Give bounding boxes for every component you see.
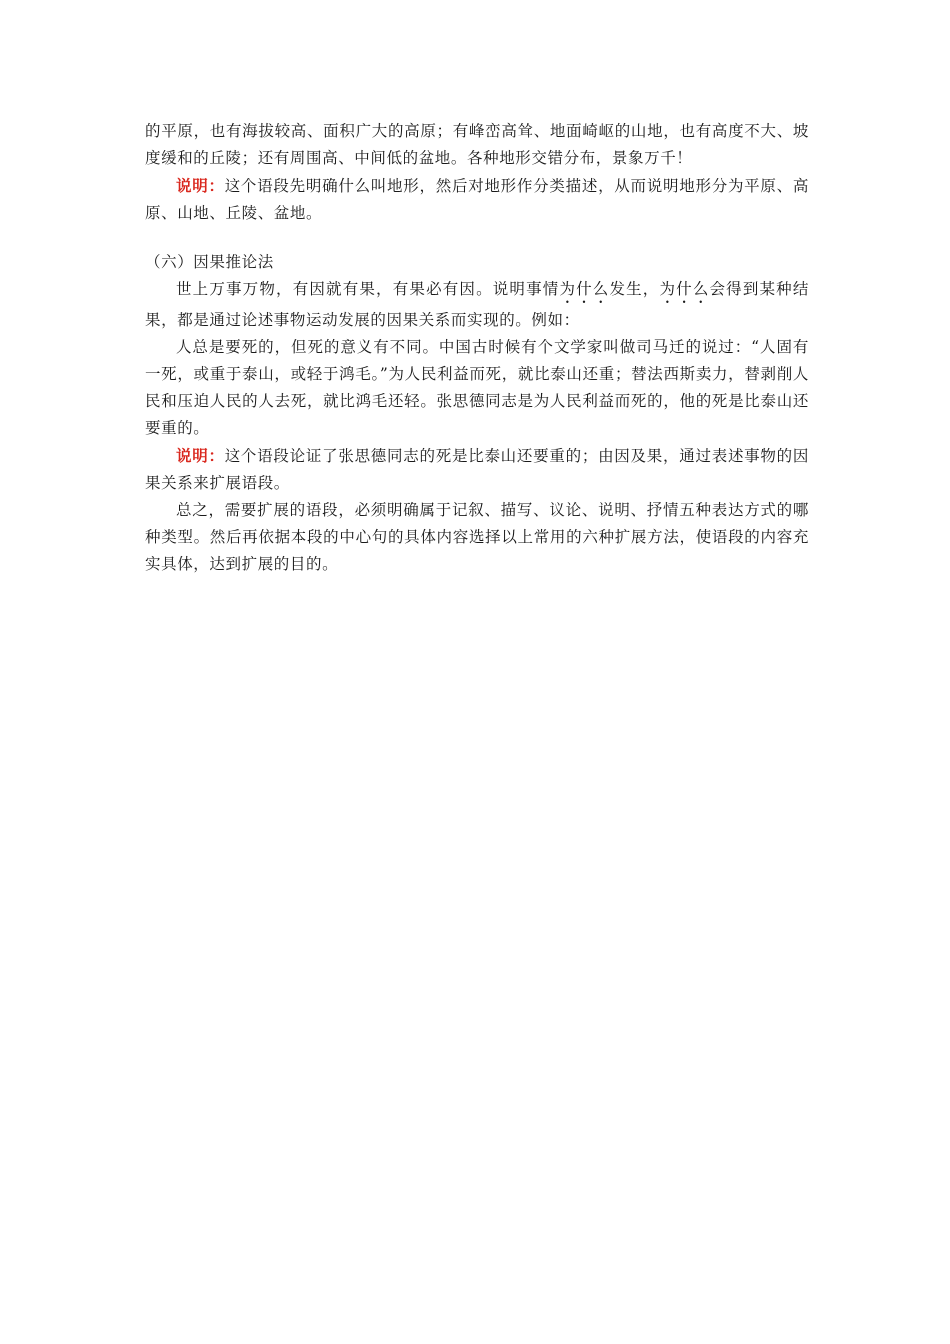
section-intro-part-3: 会得到某种结果，都是通过论述事物运动发展的因果关系而实现的。例如： [145, 280, 809, 329]
note-label-2: 说明： [176, 446, 225, 465]
document-body [145, 118, 809, 578]
section-intro-part-2: 发生， [609, 280, 660, 298]
note-text-2: 这个语段论证了张思德同志的死是比泰山还要重的；由因及果，通过表述事物的因果关系来扩展语段。 [145, 447, 809, 492]
emphasis-why-1: 为什么 [559, 280, 610, 298]
example-paragraph: 人总是要死的，但死的意义有不同。中国古时候有个文学家叫做司马迁的说过：“人固有一死，或重于泰山，或轻于鸿毛。”为人民利益而死，就比泰山还重；替法西斯卖力，替剥削人民和压迫人民的人去死，就比鸿毛还轻。张思德同志是为人民利益而死的，他的死是比泰山还要重的。 [145, 338, 809, 437]
section-intro-paragraph [145, 276, 809, 334]
note-paragraph-2 [145, 442, 809, 497]
emphasis-why-2: 为什么 [659, 280, 710, 298]
intro-paragraph: 的平原，也有海拔较高、面积广大的高原；有峰峦高耸、地面崎岖的山地，也有高度不大、坡度缓和的丘陵；还有周围高、中间低的盆地。各种地形交错分布，景象万千！ [145, 122, 809, 167]
conclusion-paragraph: 总之，需要扩展的语段，必须明确属于记叙、描写、议论、说明、抒情五种表达方式的哪种类型。然后再依据本段的中心句的具体内容选择以上常用的六种扩展方法，使语段的内容充实具体，达到扩展的目的。 [145, 501, 809, 573]
note-label-1: 说明： [176, 176, 225, 195]
section-heading: （六）因果推论法 [145, 253, 274, 271]
section-intro-part-1: 世上万事万物，有因就有果，有果必有因。说明事情 [176, 280, 560, 298]
note-paragraph-1 [145, 172, 809, 227]
note-text-1: 这个语段先明确什么叫地形，然后对地形作分类描述，从而说明地形分为平原、高原、山地、丘陵、盆地。 [145, 177, 809, 222]
